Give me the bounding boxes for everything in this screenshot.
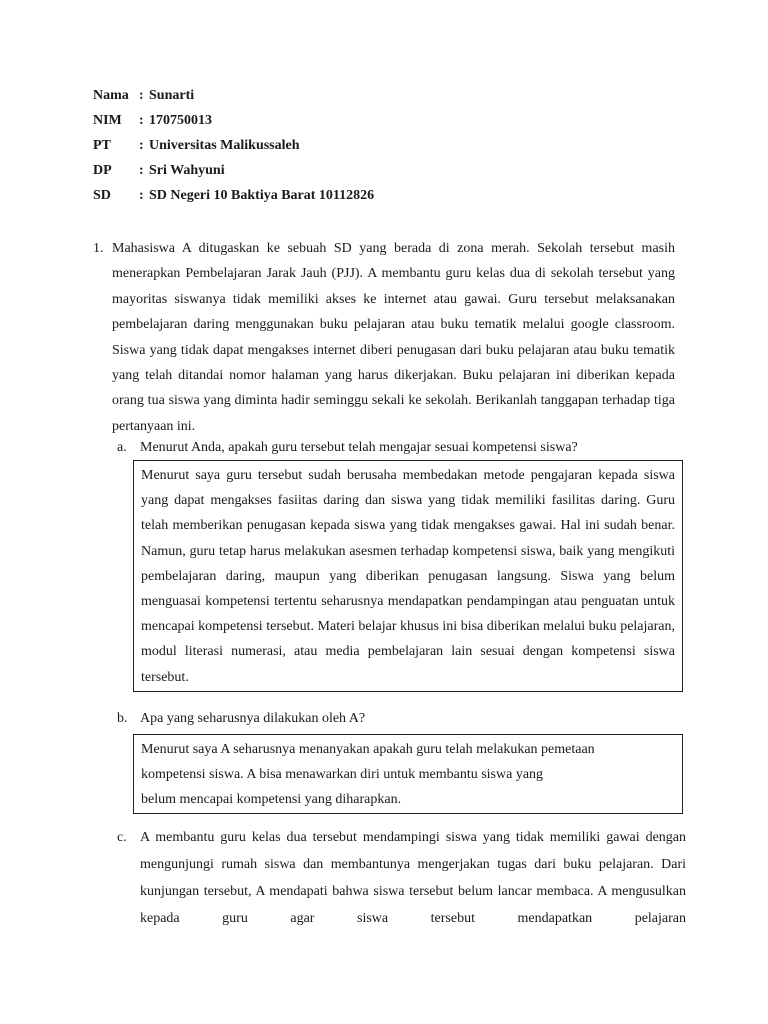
answer-box-b xyxy=(133,734,683,814)
identity-separator: : xyxy=(139,88,144,103)
answer-line: kompetensi siswa. A bisa menawarkan diri untuk membantu siswa yang xyxy=(141,767,544,782)
identity-value: 170750013 xyxy=(149,113,212,128)
sub-question-text: Apa yang seharusnya dilakukan oleh A? xyxy=(140,711,366,726)
identity-row-dp xyxy=(93,161,374,186)
identity-row-sd xyxy=(93,186,374,211)
identity-value: SD Negeri 10 Baktiya Barat 10112826 xyxy=(149,188,375,203)
identity-key: SD xyxy=(93,188,111,203)
identity-value: Universitas Malikussaleh xyxy=(149,138,300,153)
identity-separator: : xyxy=(139,113,144,128)
identity-key: NIM xyxy=(93,113,122,128)
question-1 xyxy=(93,236,675,439)
sub-question-letter: b. xyxy=(117,711,128,726)
question-number: 1. xyxy=(93,241,104,256)
identity-separator: : xyxy=(139,138,144,153)
identity-row-nim xyxy=(93,111,374,136)
answer-line: belum mencapai kompetensi yang diharapkan. xyxy=(141,792,402,807)
sub-question-letter: c. xyxy=(117,830,127,845)
identity-value: Sunarti xyxy=(149,88,195,103)
question-text: Mahasiswa A ditugaskan ke sebuah SD yang berada di zona merah. Sekolah tersebut masih menerapkan Pembelajaran Jarak Jauh (PJJ). A membantu guru kelas dua di sekolah tersebut yang mayoritas siswanya tidak memiliki akses ke internet atau gawai. Guru tersebut melaksanakan pembelajaran daring menggunakan buku pelajaran atau buku tematik melalui google classroom. Siswa yang tidak dapat mengakses internet diberi penugasan dari buku pelajaran atau buku tematik yang telah ditandai nomor halaman yang harus dikerjakan. Buku pelajaran ini diberikan kepada orang tua siswa yang diminta hadir seminggu sekali ke sekolah. Berikanlah tanggapan terhadap tiga pertanyaan ini. xyxy=(112,241,675,434)
sub-question-letter: a. xyxy=(117,440,127,455)
identity-key: PT xyxy=(93,138,111,153)
identity-key: DP xyxy=(93,163,112,178)
sub-question-text: A membantu guru kelas dua tersebut mendampingi siswa yang tidak memiliki gawai dengan mengunjungi rumah siswa dan membantunya mengerjakan tugas dari buku pelajaran. Dari kunjungan tersebut, A mendapati bahwa siswa tersebut belum lancar membaca. A mengusulkan kepada guru agar siswa tersebut mendapatkan pelajaran xyxy=(140,830,686,926)
identity-row-nama xyxy=(93,86,374,111)
identity-value: Sri Wahyuni xyxy=(149,163,225,178)
answer-line: Menurut saya A seharusnya menanyakan apakah guru telah melakukan pemetaan xyxy=(141,742,595,757)
sub-question-text: Menurut Anda, apakah guru tersebut telah mengajar sesuai kompetensi siswa? xyxy=(140,440,578,455)
answer-box-a: Menurut saya guru tersebut sudah berusaha membedakan metode pengajaran kepada siswa yang dapat mengakses fasiitas daring dan siswa yang tidak memiliki fasilitas daring. Guru telah memberikan penugasan kepada siswa yang tidak mengakses gawai. Hal ini sudah benar. Namun, guru tetap harus melakukan asesmen terhadap kompetensi siswa, baik yang mengikuti pembelajaran daring, maupun yang diberikan penugasan langsung. Siswa yang belum menguasai kompetensi tertentu seharusnya mendapatkan pendampingan atau penguatan untuk mencapai kompetensi tersebut. Materi belajar khusus ini bisa diberikan melalui buku pelajaran, modul literasi numerasi, atau media pembelajaran lain sesuai dengan kompetensi siswa tersebut. xyxy=(133,460,683,692)
sub-question-c xyxy=(117,824,686,932)
identity-separator: : xyxy=(139,188,144,203)
identity-block xyxy=(93,86,374,211)
identity-row-pt xyxy=(93,136,374,161)
identity-separator: : xyxy=(139,163,144,178)
identity-key: Nama xyxy=(93,88,129,103)
